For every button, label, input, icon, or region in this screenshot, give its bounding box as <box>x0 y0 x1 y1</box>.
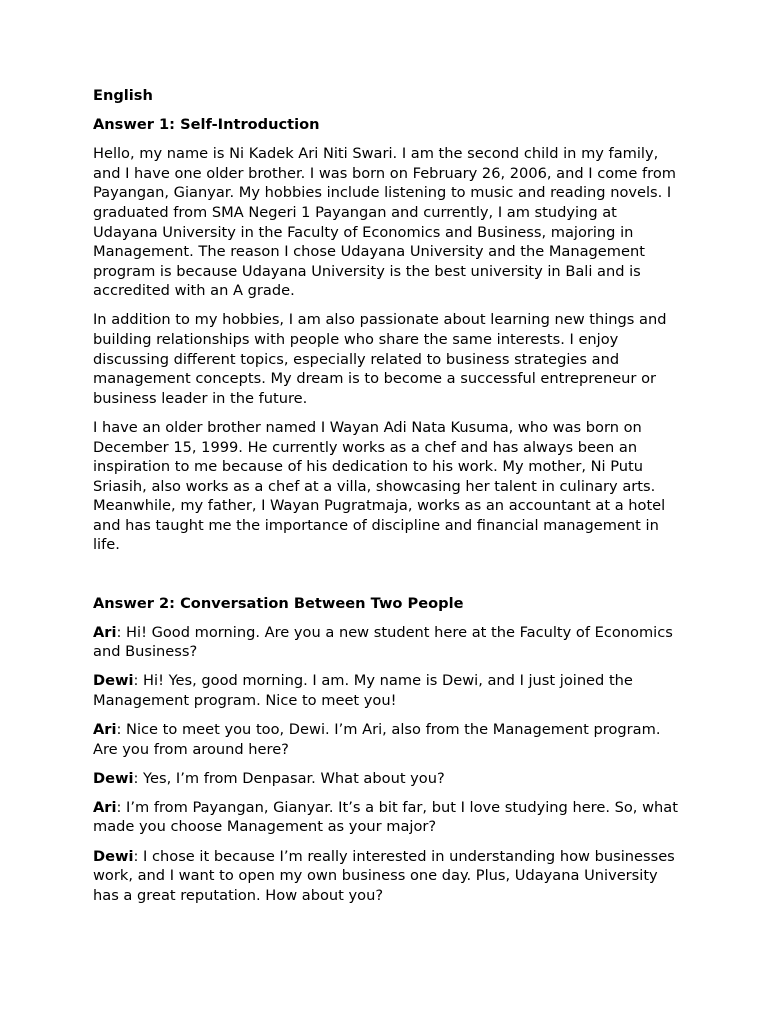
dialogue-line <box>93 769 683 789</box>
speaker-name: Dewi <box>93 672 134 690</box>
dialogue-line <box>93 847 683 906</box>
document-page <box>93 86 683 915</box>
speaker-name: Ari <box>93 721 117 739</box>
answer1-paragraph-2: In addition to my hobbies, I am also passionate about learning new things and building relationships with people who share the same interests. I enjoy discussing different topics, especially related to business strategies and management concepts. My dream is to become a successful entrepreneur or business leader in the future. <box>93 311 667 407</box>
dialogue-text: : I’m from Payangan, Gianyar. It’s a bit far, but I love studying here. So, what made you choose Management as your major? <box>93 798 678 836</box>
speaker-name: Ari <box>93 623 117 641</box>
speaker-name: Dewi <box>93 769 134 787</box>
answer1-paragraph-3: I have an older brother named I Wayan Adi Nata Kusuma, who was born on December 15, 1999. He currently works as a chef and has always been an inspiration to me because of his dedication to his work. My mother, Ni Putu Sriasih, also works as a chef at a villa, showcasing her talent in culinary arts. Meanwhile, my father, I Wayan Pugratmaja, works as an accountant at a hotel and has taught me the importance of discipline and financial management in life. <box>93 418 666 554</box>
answer2-title: Answer 2: Conversation Between Two People <box>93 594 464 612</box>
dialogue-line <box>93 798 683 837</box>
dialogue-line <box>93 623 683 662</box>
dialogue-text: : I chose it because I’m really interested in understanding how businesses work, and I want to open my own business one day. Plus, Udayana University has a great reputation. How about you? <box>93 847 675 904</box>
language-label: English <box>93 87 153 104</box>
answer1-paragraph-1: Hello, my name is Ni Kadek Ari Niti Swari. I am the second child in my family, and I have one older brother. I was born on February 26, 2006, and I come from Payangan, Gianyar. My hobbies include listening to music and reading novels. I graduated from SMA Negeri 1 Payangan and currently, I am studying at Udayana University in the Faculty of Economics and Business, majoring in Management. The reason I chose Udayana University and the Management program is because Udayana University is the best university in Bali and is accredited with an A grade. <box>93 145 676 300</box>
speaker-name: Ari <box>93 798 117 816</box>
dialogue-text: : Nice to meet you too, Dewi. I’m Ari, also from the Management program. Are you from around here? <box>93 721 661 758</box>
speaker-name: Dewi <box>93 847 134 865</box>
dialogue-text: : Hi! Good morning. Are you a new student here at the Faculty of Economics and Business? <box>93 623 673 661</box>
dialogue-line <box>93 671 683 710</box>
dialogue-text: : Yes, I’m from Denpasar. What about you? <box>133 769 445 787</box>
section-spacer <box>93 565 683 594</box>
dialogue-text: : Hi! Yes, good morning. I am. My name is Dewi, and I just joined the Management program. Nice to meet you! <box>93 672 633 709</box>
answer1-title: Answer 1: Self-Introduction <box>93 116 320 134</box>
dialogue-line <box>93 720 683 759</box>
